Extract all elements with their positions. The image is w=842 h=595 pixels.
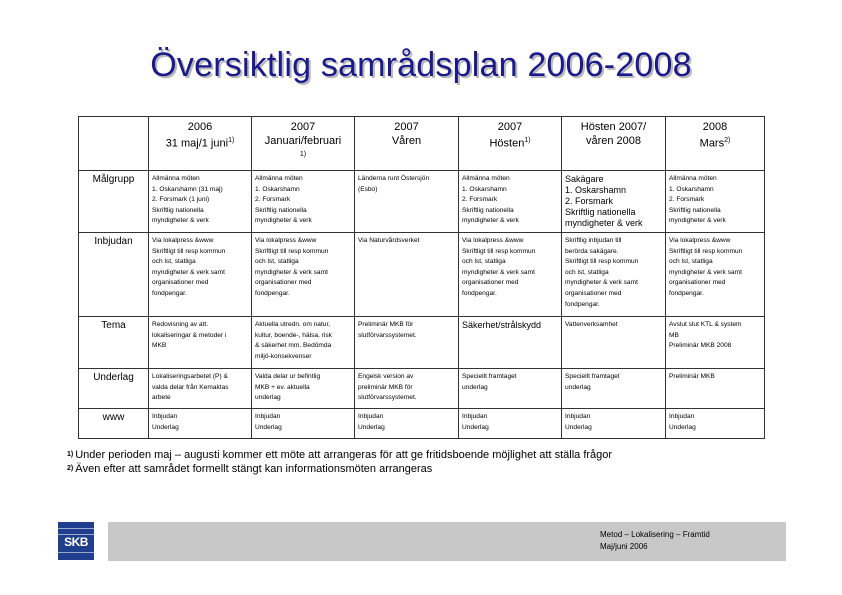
row-label: Inbjudan [79,233,149,317]
header-line2: Våren [391,135,422,147]
column-header [666,117,765,171]
header-line1: Hösten 2007/ [580,121,647,133]
table-row [79,317,765,369]
header-line2: 31 maj/1 juni [165,137,229,150]
footer-line1: Metod – Lokalisering – Framtid [600,530,710,539]
table-cell: Avslut slut KTL & system MB Preliminär MKB 2008 [666,317,765,369]
table-cell: Via Naturvårdsverket [355,233,459,317]
footnote [67,448,612,462]
column-header [459,117,562,171]
row-label: Tema [79,317,149,369]
table-cell: Inbjudan Underlag [459,409,562,439]
table-cell: Via lokalpress &www Skriftligt till resp kommun och lst, statliga myndigheter & verk samt organisationer med fondpengar. [252,233,355,317]
table-cell: Engelsk version av preliminär MKB för slutförvarssystemet. [355,369,459,409]
table-cell: Allmänna möten 1. Oskarshamn 2. Forsmark Skriftlig nationella myndigheter & verk [459,171,562,233]
footnote-mark: 2) [67,465,74,472]
table-cell: Inbjudan Underlag [355,409,459,439]
table-cell: Allmänna möten 1. Oskarshamn 2. Forsmark Skriftlig nationella myndigheter & verk [252,171,355,233]
table-cell: Preliminär MKB [666,369,765,409]
header-line1: 2006 [187,121,213,133]
table-cell: Länderna runt Östersjön (Esbo) [355,171,459,233]
row-label: Underlag [79,369,149,409]
skb-logo [58,522,94,560]
column-header [149,117,252,171]
footnote-text: Även efter att samrådet formellt stängt kan informationsmöten arrangeras [75,463,433,475]
consultation-plan-table [78,116,765,439]
table-cell: Inbjudan Underlag [149,409,252,439]
header-line2: våren 2008 [585,135,642,147]
table-cell: Preliminär MKB för slutförvarssystemet. [355,317,459,369]
row-label: Målgrupp [79,171,149,233]
footnote-mark: 1) [67,451,74,458]
table-cell: Lokaliseringsarbetet (P) & valda delar från Kemaktas arbete [149,369,252,409]
column-header [252,117,355,171]
footnote-mark: 2) [724,137,731,144]
table-cell: Redovisning av att. lokaliseringar & metoder i MKB [149,317,252,369]
corner-cell [79,117,149,171]
table-cell: Skriftlig inbjudan till berörda sakägare. Skriftligt till resp kommun och lst, statliga myndigheter & verk samt organisationer med fondpengar. [562,233,666,317]
header-line2: Mars [699,137,725,150]
table-cell: Inbjudan Underlag [252,409,355,439]
header-line1: 2007 [394,121,419,133]
table-cell: Allmänna möten 1. Oskarshamn 2. Forsmark Skriftlig nationella myndigheter & verk [666,171,765,233]
table-cell [562,171,666,233]
footnote [67,462,612,476]
header-line2: Januari/februari [264,135,342,147]
table-row [79,369,765,409]
header-line1: 2007 [290,121,316,133]
header-row [79,117,765,171]
cell-heading: Sakägare 1. Oskarshamn 2. Forsmark Skriftlig nationella myndigheter & verk [565,174,643,228]
footnotes [67,448,612,476]
table-row [79,409,765,439]
table-cell: Speciellt framtaget underlag [459,369,562,409]
column-header [562,117,666,171]
header-line1: 2008 [702,121,728,133]
table-cell: Aktuella utredn. om natur, kultur, boende-, hälsa, risk & säkerhet mm. Bedömda miljö-konsekvenser [252,317,355,369]
footnote-text: Under perioden maj – augusti kommer ett möte att arrangeras för att ge fritidsboende möjlighet att ställa frågor [75,449,613,461]
footnote-mark: 1) [228,137,235,144]
table-cell: Inbjudan Underlag [666,409,765,439]
table-cell: Allmänna möten 1. Oskarshamn (31 maj) 2. Forsmark (1 juni) Skriftlig nationella myndigheter & verk [149,171,252,233]
table-row [79,171,765,233]
table-cell: Säkerhet/strålskydd [459,317,562,369]
logo-text: SKB [64,535,88,549]
table-cell: Vattenverksamhet [562,317,666,369]
footnote-mark: 1) [524,137,531,144]
table-cell: Via lokalpress &www Skriftligt till resp kommun och lst, statliga myndigheter & verk samt organisationer med fondpengar. [149,233,252,317]
table-cell: Speciellt framtaget underlag [562,369,666,409]
column-header [355,117,459,171]
table-cell: Via lokalpress &www Skriftligt till resp kommun och lst, statliga myndigheter & verk samt organisationer med fondpengar. [459,233,562,317]
footnote-mark: 1) [299,151,307,158]
row-label: www [79,409,149,439]
table-cell: Inbjudan Underlag [562,409,666,439]
header-line2: Hösten [489,137,525,150]
table-cell: Valda delar ur befintlig MKB + ev. aktuella underlag [252,369,355,409]
footer-text [600,529,710,553]
table-row [79,233,765,317]
header-line1: 2007 [497,121,523,133]
page-title: Översiktlig samrådsplan 2006-2008 [150,46,692,84]
footer-line2: Maj/juni 2006 [600,542,648,551]
table-cell: Via lokalpress &www Skriftligt till resp kommun och lst, statliga myndigheter & verk samt organisationer med fondpengar. [666,233,765,317]
